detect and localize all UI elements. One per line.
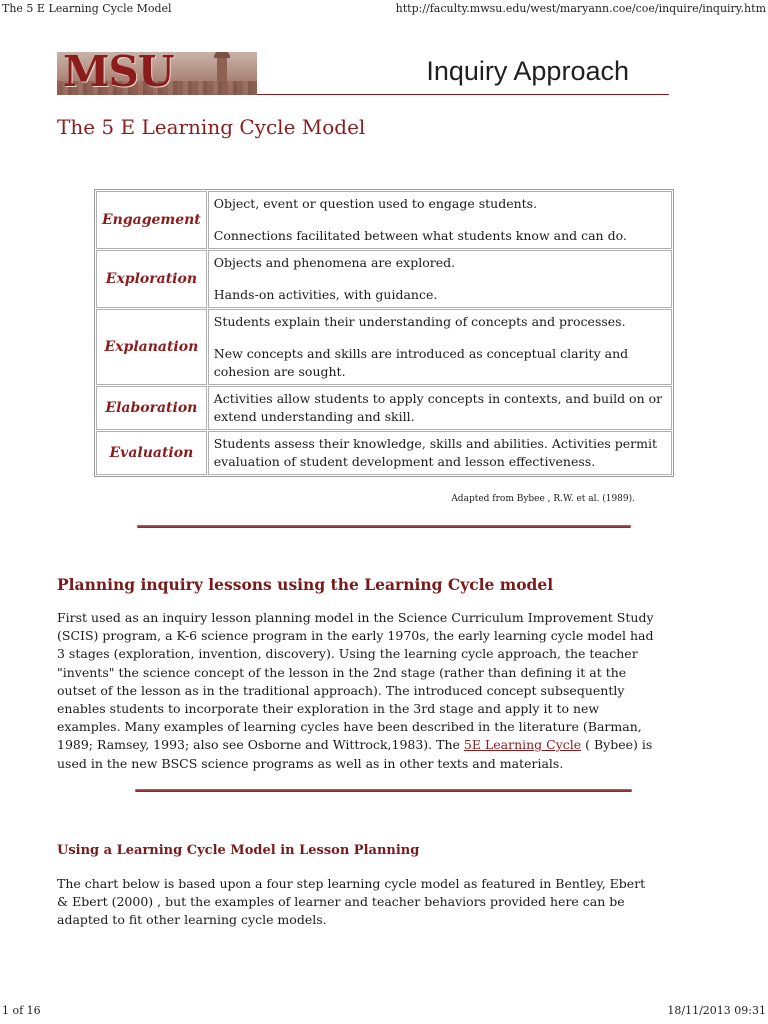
table-row [96,431,672,475]
table-row [96,191,672,249]
stage-description: Activities allow students to apply concepts in contexts, and build on or extend understanding and skill. [208,386,672,430]
msu-logo: MSU [63,47,174,96]
stage-description: Objects and phenomena are explored. Hands-on activities, with guidance. [208,250,672,308]
5e-learning-cycle-link[interactable]: 5E Learning Cycle [463,737,582,753]
table-row [96,386,672,430]
table-row [96,250,672,308]
print-header [0,2,768,18]
banner-title: Inquiry Approach [426,56,629,86]
learning-cycle-table [94,189,674,477]
stage-label: Evaluation [96,431,207,475]
print-title: The 5 E Learning Cycle Model [2,2,172,15]
section-heading: Planning inquiry lessons using the Learning Cycle model [57,575,554,594]
table-row [96,309,672,385]
stage-description: Students assess their knowledge, skills and abilities. Activities permit evaluation of student development and lesson effectiveness. [208,431,672,475]
section-divider [137,525,631,528]
stage-label: Engagement [96,191,207,249]
stage-description: Students explain their understanding of concepts and processes. New concepts and skills are introduced as conceptual clarity and cohesion are sought. [208,309,672,385]
page-title: The 5 E Learning Cycle Model [57,115,366,139]
print-datetime: 18/11/2013 09:31 [667,1004,766,1017]
banner-rule [257,94,669,95]
print-url: http://faculty.mwsu.edu/west/maryann.coe/coe/inquire/inquiry.htm [395,2,766,15]
section-paragraph: First used as an inquiry lesson planning model in the Science Curriculum Improvement Study (SCIS) program, a K-6 science program in the early 1970s, the early learning cycle model had 3 stages (exploration, invention, discovery). Using the learning cycle approach, the teacher "invents" the science concept of the lesson in the 2nd stage (rather than defining it at the outset of the lesson as in the traditional approach). The introduced concept subsequently enables students to incorporate their exploration in the 3rd stage and apply it to new examples. Many examples of learning cycles have been described in the literature (Barman, 1989; Ramsey, 1993; also see Osborne and Wittrock,1983). The 5E Learning Cycle ( Bybee) is used in the new BSCS science programs as well as in other texts and materials. [57,610,654,771]
table-attribution: Adapted from Bybee , R.W. et al. (1989). [451,494,635,504]
print-footer [0,1004,768,1020]
page-number: 1 of 16 [2,1004,41,1017]
section-divider [135,789,632,792]
stage-label: Elaboration [96,386,207,430]
subsection-heading: Using a Learning Cycle Model in Lesson Planning [57,843,420,858]
stage-label: Exploration [96,250,207,308]
stage-description: Object, event or question used to engage students. Connections facilitated between what students know and can do. [208,191,672,249]
site-banner [57,47,669,97]
subsection-paragraph: The chart below is based upon a four step learning cycle model as featured in Bentley, Ebert & Ebert (2000) , but the examples of learner and teacher behaviors provided here can be adapted to fit other learning cycle models. [57,876,646,928]
stage-label: Explanation [96,309,207,385]
